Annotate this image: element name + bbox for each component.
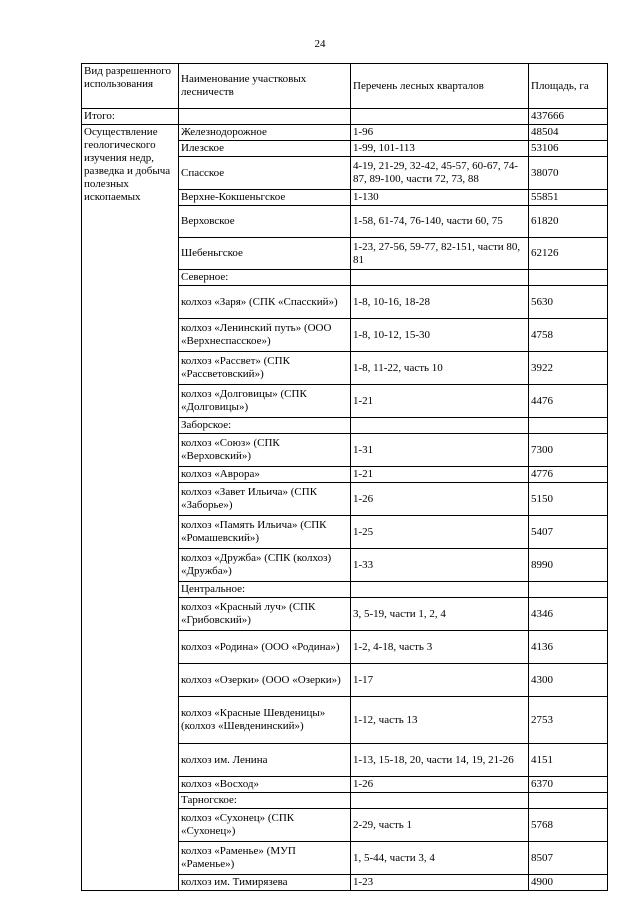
forestry-name-cell: колхоз «Озерки» (ООО «Озерки») bbox=[179, 664, 351, 697]
quarters-cell: 1-2, 4-18, часть 3 bbox=[351, 631, 529, 664]
area-cell: 4758 bbox=[529, 319, 608, 352]
total-empty-name bbox=[179, 109, 351, 125]
forestry-name-cell: Железнодорожное bbox=[179, 125, 351, 141]
forestry-name-cell: колхоз «Раменье» (МУП «Раменье») bbox=[179, 842, 351, 875]
total-row bbox=[82, 109, 608, 125]
quarters-cell: 1-26 bbox=[351, 777, 529, 793]
quarters-cell: 1-25 bbox=[351, 516, 529, 549]
use-type-cell: Осуществление геологического изучения недр, разведка и добыча полезных ископаемых bbox=[82, 125, 179, 891]
area-cell bbox=[529, 418, 608, 434]
area-cell: 61820 bbox=[529, 206, 608, 238]
forestry-name-cell: Спасское bbox=[179, 157, 351, 190]
forest-quarters-table bbox=[81, 63, 608, 891]
quarters-cell bbox=[351, 418, 529, 434]
header-quarters: Перечень лесных кварталов bbox=[351, 64, 529, 109]
forestry-name-cell: Центральное: bbox=[179, 582, 351, 598]
total-area: 437666 bbox=[529, 109, 608, 125]
quarters-cell: 1-26 bbox=[351, 483, 529, 516]
area-cell: 4900 bbox=[529, 875, 608, 891]
area-cell: 4151 bbox=[529, 744, 608, 777]
total-empty-quarters bbox=[351, 109, 529, 125]
forestry-name-cell: колхоз «Рассвет» (СПК «Рассветовский») bbox=[179, 352, 351, 385]
quarters-cell: 4-19, 21-29, 32-42, 45-57, 60-67, 74-87, 89-100, части 72, 73, 88 bbox=[351, 157, 529, 190]
forestry-name-cell: колхоз «Долговицы» (СПК «Долговицы») bbox=[179, 385, 351, 418]
table-row bbox=[82, 125, 608, 141]
quarters-cell: 1-17 bbox=[351, 664, 529, 697]
area-cell: 5150 bbox=[529, 483, 608, 516]
area-cell: 38070 bbox=[529, 157, 608, 190]
area-cell: 8990 bbox=[529, 549, 608, 582]
forestry-name-cell: колхоз «Дружба» (СПК (колхоз) «Дружба») bbox=[179, 549, 351, 582]
quarters-cell: 1-31 bbox=[351, 434, 529, 467]
area-cell: 3922 bbox=[529, 352, 608, 385]
forestry-name-cell: колхоз «Заря» (СПК «Спасский») bbox=[179, 286, 351, 319]
quarters-cell bbox=[351, 793, 529, 809]
forestry-name-cell: колхоз «Красный луч» (СПК «Грибовский») bbox=[179, 598, 351, 631]
area-cell bbox=[529, 582, 608, 598]
total-label: Итого: bbox=[82, 109, 179, 125]
area-cell: 48504 bbox=[529, 125, 608, 141]
quarters-cell: 1-58, 61-74, 76-140, части 60, 75 bbox=[351, 206, 529, 238]
area-cell bbox=[529, 793, 608, 809]
forestry-name-cell: Заборское: bbox=[179, 418, 351, 434]
quarters-cell: 1-8, 10-16, 18-28 bbox=[351, 286, 529, 319]
quarters-cell: 1-23, 27-56, 59-77, 82-151, части 80, 81 bbox=[351, 238, 529, 270]
quarters-cell: 1-21 bbox=[351, 467, 529, 483]
area-cell: 4776 bbox=[529, 467, 608, 483]
quarters-cell: 1-8, 10-12, 15-30 bbox=[351, 319, 529, 352]
quarters-cell: 1-23 bbox=[351, 875, 529, 891]
area-cell: 5768 bbox=[529, 809, 608, 842]
forestry-name-cell: колхоз «Восход» bbox=[179, 777, 351, 793]
quarters-cell: 2-29, часть 1 bbox=[351, 809, 529, 842]
forestry-name-cell: колхоз «Аврора» bbox=[179, 467, 351, 483]
forestry-name-cell: Верховское bbox=[179, 206, 351, 238]
header-use-type: Вид разрешенного использования bbox=[82, 64, 179, 109]
area-cell: 5407 bbox=[529, 516, 608, 549]
quarters-cell: 1-96 bbox=[351, 125, 529, 141]
forestry-name-cell: колхоз «Память Ильича» (СПК «Ромашевский») bbox=[179, 516, 351, 549]
forestry-name-cell: колхоз «Сухонец» (СПК «Сухонец») bbox=[179, 809, 351, 842]
quarters-cell bbox=[351, 270, 529, 286]
header-area: Площадь, га bbox=[529, 64, 608, 109]
forestry-name-cell: колхоз им. Ленина bbox=[179, 744, 351, 777]
area-cell: 4346 bbox=[529, 598, 608, 631]
area-cell: 6370 bbox=[529, 777, 608, 793]
table-header-row bbox=[82, 64, 608, 109]
forestry-name-cell: Шебеньгское bbox=[179, 238, 351, 270]
forestry-name-cell: колхоз «Красные Шевденицы» (колхоз «Шевденинский») bbox=[179, 697, 351, 744]
area-cell: 55851 bbox=[529, 190, 608, 206]
area-cell: 2753 bbox=[529, 697, 608, 744]
area-cell bbox=[529, 270, 608, 286]
quarters-cell: 1-99, 101-113 bbox=[351, 141, 529, 157]
quarters-cell: 1-130 bbox=[351, 190, 529, 206]
area-cell: 7300 bbox=[529, 434, 608, 467]
area-cell: 5630 bbox=[529, 286, 608, 319]
area-cell: 4476 bbox=[529, 385, 608, 418]
header-forestry-name: Наименование участковых лесничеств bbox=[179, 64, 351, 109]
forestry-name-cell: колхоз «Завет Ильича» (СПК «Заборье») bbox=[179, 483, 351, 516]
area-cell: 53106 bbox=[529, 141, 608, 157]
quarters-cell bbox=[351, 582, 529, 598]
quarters-cell: 1-21 bbox=[351, 385, 529, 418]
forestry-name-cell: Верхне-Кокшеньгское bbox=[179, 190, 351, 206]
page-number: 24 bbox=[314, 38, 326, 50]
forestry-name-cell: колхоз им. Тимирязева bbox=[179, 875, 351, 891]
area-cell: 4300 bbox=[529, 664, 608, 697]
quarters-cell: 3, 5-19, части 1, 2, 4 bbox=[351, 598, 529, 631]
quarters-cell: 1-33 bbox=[351, 549, 529, 582]
forestry-name-cell: Илезское bbox=[179, 141, 351, 157]
area-cell: 62126 bbox=[529, 238, 608, 270]
forestry-name-cell: колхоз «Родина» (ООО «Родина») bbox=[179, 631, 351, 664]
quarters-cell: 1, 5-44, части 3, 4 bbox=[351, 842, 529, 875]
quarters-cell: 1-13, 15-18, 20, части 14, 19, 21-26 bbox=[351, 744, 529, 777]
area-cell: 8507 bbox=[529, 842, 608, 875]
quarters-cell: 1-12, часть 13 bbox=[351, 697, 529, 744]
area-cell: 4136 bbox=[529, 631, 608, 664]
forestry-name-cell: Тарногское: bbox=[179, 793, 351, 809]
forestry-name-cell: колхоз «Союз» (СПК «Верховский») bbox=[179, 434, 351, 467]
forestry-name-cell: колхоз «Ленинский путь» (ООО «Верхнеспасское») bbox=[179, 319, 351, 352]
quarters-cell: 1-8, 11-22, часть 10 bbox=[351, 352, 529, 385]
forestry-name-cell: Северное: bbox=[179, 270, 351, 286]
